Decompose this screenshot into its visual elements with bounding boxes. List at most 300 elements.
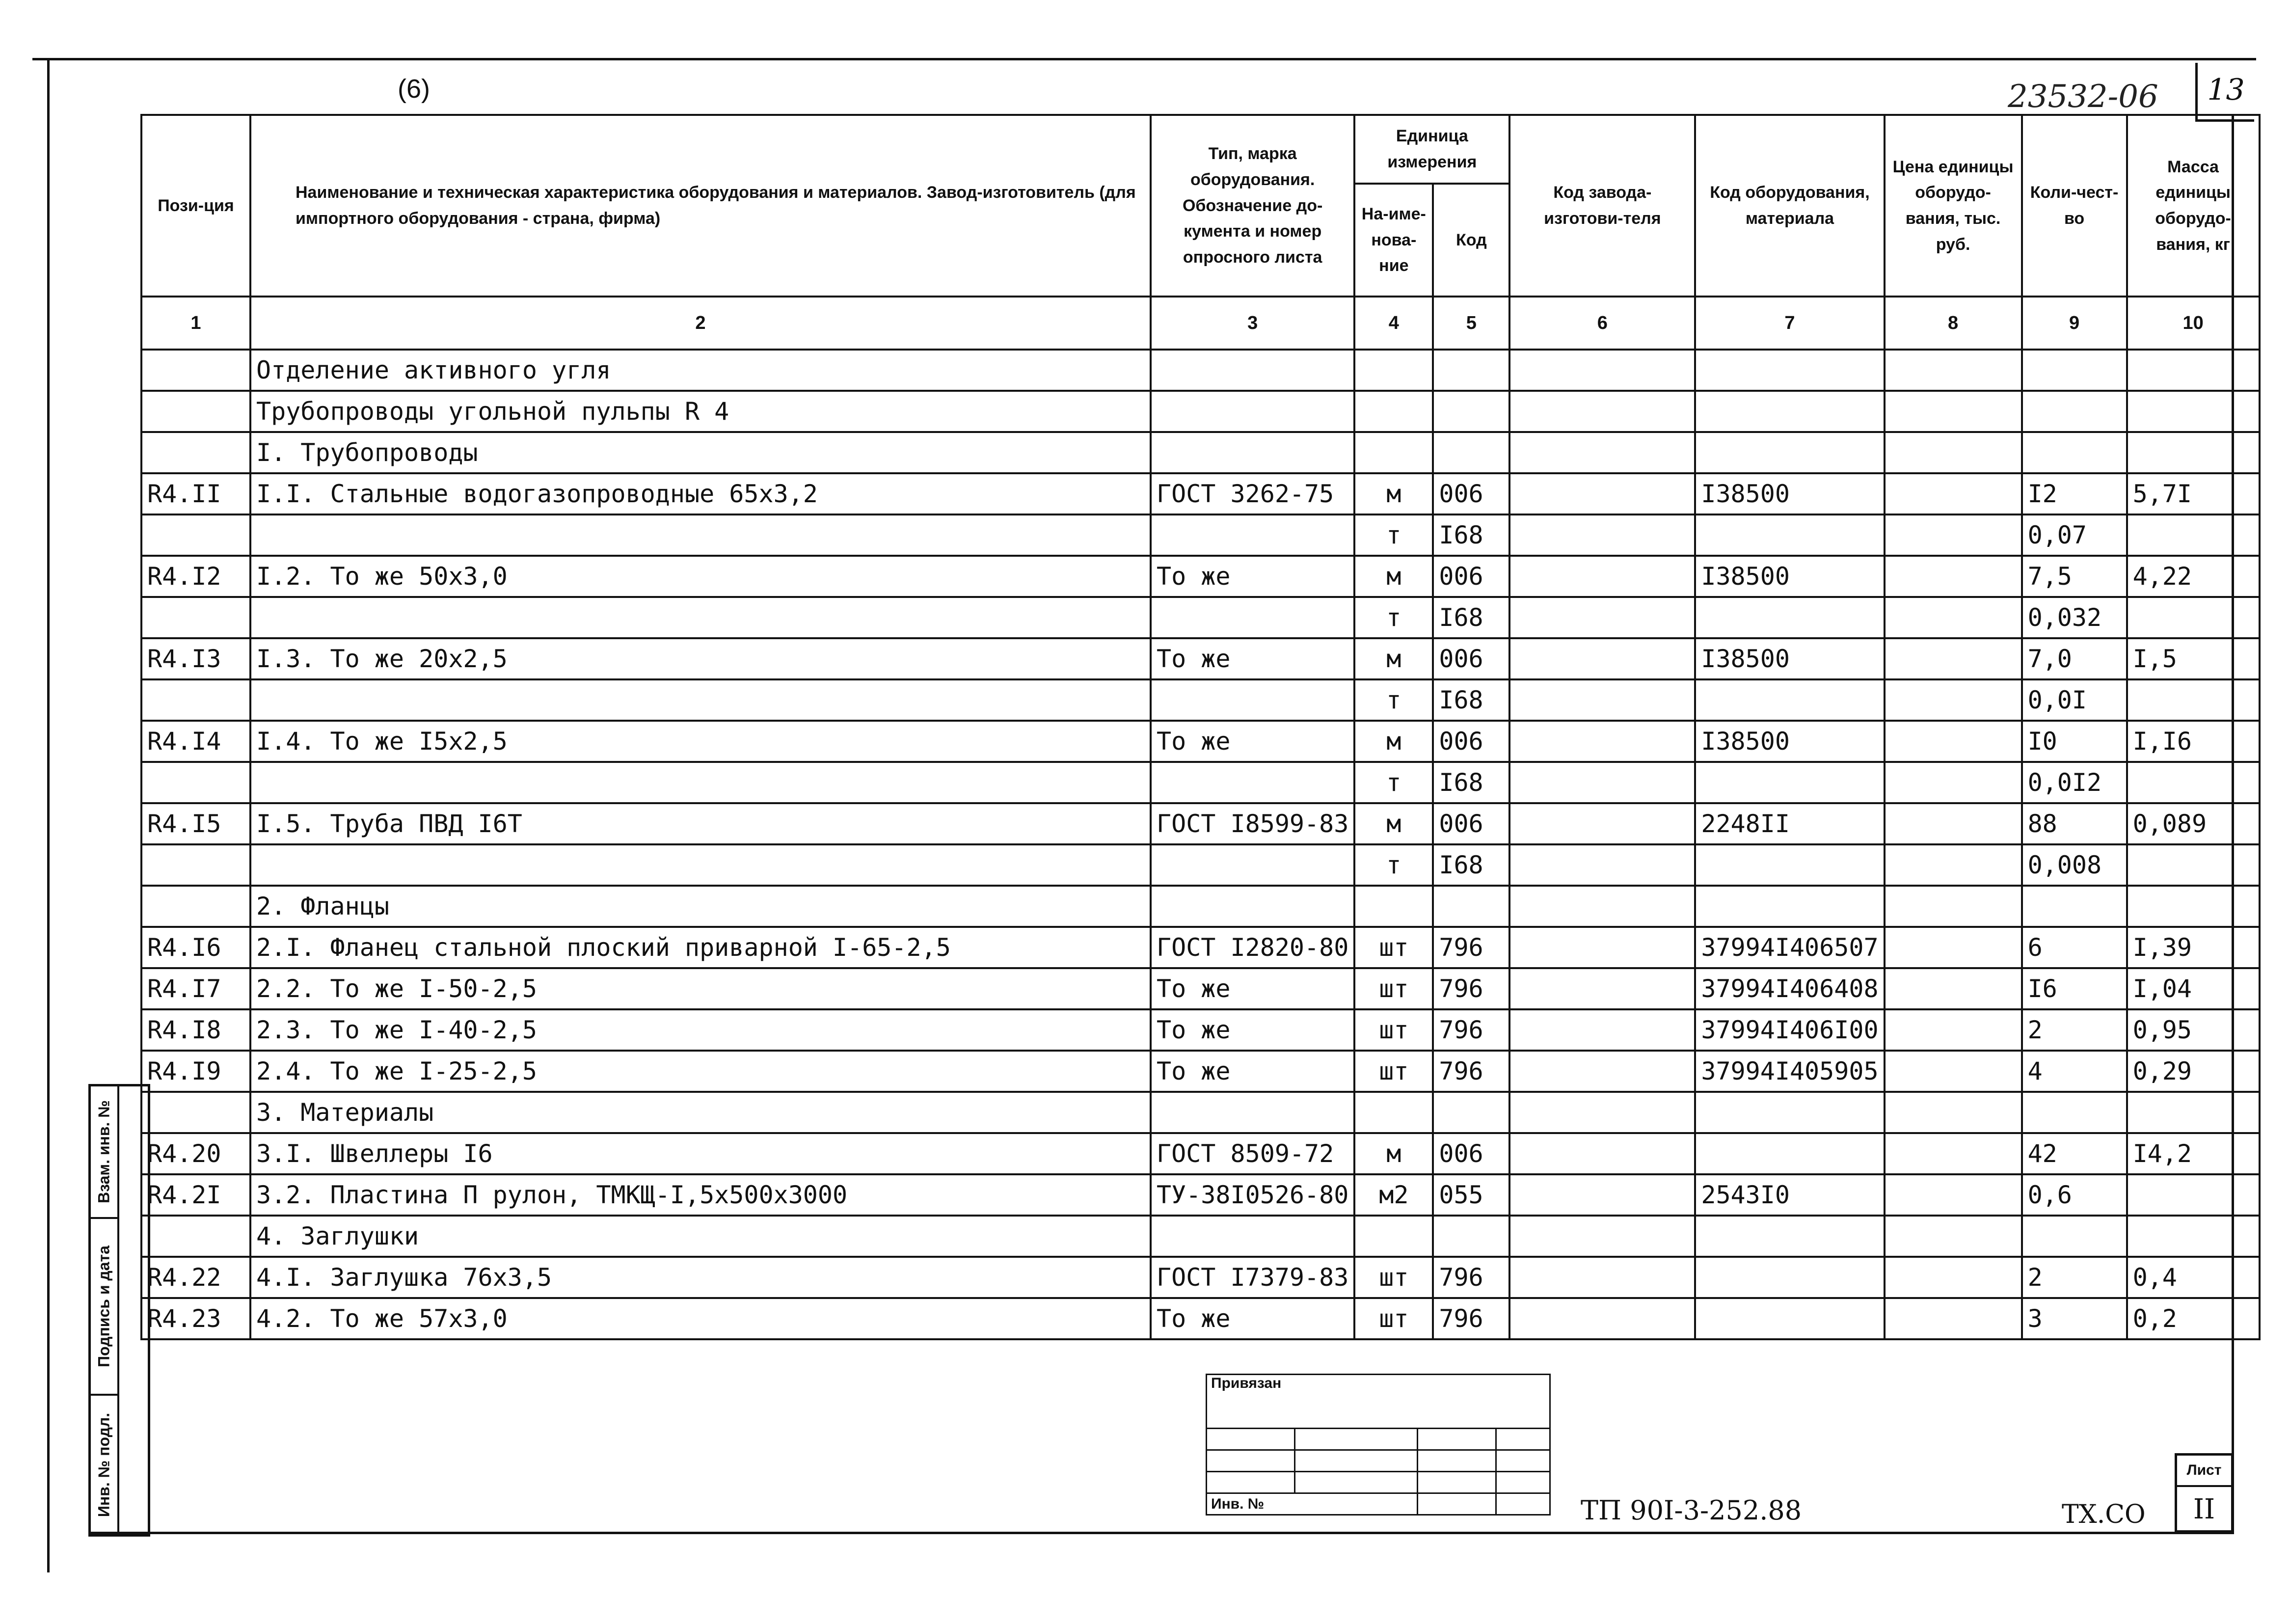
mass-cell (2127, 762, 2260, 803)
unit-cell: шт (1354, 1051, 1433, 1092)
type-cell (1151, 391, 1354, 432)
position-cell: R4.22 (141, 1257, 250, 1298)
position-cell: R4.I6 (141, 927, 250, 968)
type-cell: ТУ-38I0526-80 (1151, 1174, 1354, 1216)
stamp-cell (1496, 1450, 1550, 1472)
name-cell: I.4. То же I5x2,5 (250, 721, 1151, 762)
price-cell (1885, 1133, 2022, 1174)
price-cell (1885, 1298, 2022, 1339)
stamp-cell (1295, 1429, 1418, 1450)
stamp-cell (1207, 1450, 1295, 1472)
material-code-cell: I38500 (1695, 638, 1884, 679)
material-code-cell (1695, 1257, 1884, 1298)
plant-code-cell (1509, 1174, 1695, 1216)
position-cell: R4.I8 (141, 1009, 250, 1051)
unit-code-cell (1433, 391, 1509, 432)
mass-cell (2127, 1174, 2260, 1216)
unit-cell: шт (1354, 968, 1433, 1009)
name-cell: 3.2. Пластина П рулон, ТМКЩ-I,5x500x3000 (250, 1174, 1151, 1216)
name-cell (250, 679, 1151, 721)
col-number: 6 (1509, 297, 1695, 350)
col-number: 4 (1354, 297, 1433, 350)
position-cell (141, 679, 250, 721)
quantity-cell: I2 (2022, 473, 2127, 514)
unit-cell: т (1354, 679, 1433, 721)
name-cell: 3.I. Швеллеры I6 (250, 1133, 1151, 1174)
mass-cell: 0,95 (2127, 1009, 2260, 1051)
quantity-cell: 7,0 (2022, 638, 2127, 679)
table-row (141, 1257, 2260, 1298)
sheet-label: Лист (2177, 1456, 2231, 1487)
unit-cell: м (1354, 556, 1433, 597)
table-row (141, 432, 2260, 473)
price-cell (1885, 556, 2022, 597)
type-cell: ГОСТ I7379-83 (1151, 1257, 1354, 1298)
quantity-cell: 0,6 (2022, 1174, 2127, 1216)
unit-cell: м (1354, 473, 1433, 514)
material-code-cell (1695, 1216, 1884, 1257)
unit-code-cell (1433, 432, 1509, 473)
col-number: 10 (2127, 297, 2260, 350)
quantity-cell: 42 (2022, 1133, 2127, 1174)
type-cell (1151, 514, 1354, 556)
material-code-cell: 2543I0 (1695, 1174, 1884, 1216)
stamp-cell (1496, 1493, 1550, 1515)
stamp-cell (1207, 1429, 1295, 1450)
inv-no-podl-label: Инв. № подл. (95, 1412, 113, 1517)
unit-cell (1354, 391, 1433, 432)
material-code-cell (1695, 1133, 1884, 1174)
table-row (141, 391, 2260, 432)
side-stamp (88, 1084, 150, 1537)
plant-code-cell (1509, 803, 1695, 844)
col-number: 9 (2022, 297, 2127, 350)
price-cell (1885, 679, 2022, 721)
table-row (141, 638, 2260, 679)
plant-code-cell (1509, 968, 1695, 1009)
name-cell: I. Трубопроводы (250, 432, 1151, 473)
quantity-cell: 2 (2022, 1257, 2127, 1298)
name-cell: I.5. Труба ПВД I6T (250, 803, 1151, 844)
inv-no-label: Инв. № (1207, 1493, 1418, 1515)
sheet-value: II (2193, 1493, 2215, 1525)
quantity-cell (2022, 391, 2127, 432)
type-cell (1151, 350, 1354, 391)
unit-code-cell (1433, 350, 1509, 391)
unit-code-cell: 796 (1433, 1009, 1509, 1051)
position-cell: R4.I3 (141, 638, 250, 679)
unit-cell: м2 (1354, 1174, 1433, 1216)
unit-cell: м (1354, 803, 1433, 844)
material-code-cell (1695, 391, 1884, 432)
unit-code-cell: I68 (1433, 844, 1509, 886)
plant-code-cell (1509, 391, 1695, 432)
quantity-cell (2022, 1216, 2127, 1257)
name-cell (250, 514, 1151, 556)
table-row (141, 597, 2260, 638)
price-cell (1885, 638, 2022, 679)
mass-cell: 0,089 (2127, 803, 2260, 844)
document-code: ТП 90I-3-252.88 (1581, 1495, 1802, 1526)
plant-code-cell (1509, 432, 1695, 473)
plant-code-cell (1509, 721, 1695, 762)
mass-cell (2127, 514, 2260, 556)
stamp-cell (1207, 1472, 1295, 1493)
price-cell (1885, 350, 2022, 391)
col-number: 5 (1433, 297, 1509, 350)
plant-code-cell (1509, 886, 1695, 927)
type-cell: То же (1151, 638, 1354, 679)
unit-code-cell: 006 (1433, 556, 1509, 597)
col-quantity-header: Коли-чест-во (2022, 115, 2127, 297)
type-cell: То же (1151, 968, 1354, 1009)
quantity-cell: 0,008 (2022, 844, 2127, 886)
type-cell (1151, 1216, 1354, 1257)
material-code-cell: 37994I406408 (1695, 968, 1884, 1009)
col-number: 1 (141, 297, 250, 350)
quantity-cell: 0,032 (2022, 597, 2127, 638)
material-code-cell: I38500 (1695, 556, 1884, 597)
col-plant-code-header: Код завода-изготови-теля (1509, 115, 1695, 297)
quantity-cell: 4 (2022, 1051, 2127, 1092)
unit-code-cell: I68 (1433, 597, 1509, 638)
name-cell: Отделение активного угля (250, 350, 1151, 391)
sheet-box (2175, 1453, 2234, 1533)
price-cell (1885, 432, 2022, 473)
price-cell (1885, 886, 2022, 927)
name-cell: I.3. То же 20x2,5 (250, 638, 1151, 679)
col-number: 7 (1695, 297, 1884, 350)
mass-cell: I,39 (2127, 927, 2260, 968)
table-row (141, 927, 2260, 968)
position-cell: R4.II (141, 473, 250, 514)
table-row (141, 350, 2260, 391)
unit-cell: шт (1354, 1257, 1433, 1298)
price-cell (1885, 721, 2022, 762)
stamp-cell (1418, 1472, 1496, 1493)
unit-cell: т (1354, 762, 1433, 803)
quantity-cell: 0,0I2 (2022, 762, 2127, 803)
name-cell: 4.I. Заглушка 76x3,5 (250, 1257, 1151, 1298)
unit-code-cell: I68 (1433, 762, 1509, 803)
unit-cell: т (1354, 844, 1433, 886)
podpis-data-label: Подпись и дата (95, 1245, 113, 1367)
table-body (141, 350, 2260, 1339)
position-cell (141, 1092, 250, 1133)
binding-stamp (1206, 1374, 1551, 1516)
quantity-cell: 7,5 (2022, 556, 2127, 597)
col-price-header: Цена единицы оборудо-вания, тыс. руб. (1885, 115, 2022, 297)
material-code-cell: 2248II (1695, 803, 1884, 844)
stamp-cell (1496, 1472, 1550, 1493)
header-row-1 (141, 115, 2260, 184)
plant-code-cell (1509, 514, 1695, 556)
type-cell (1151, 432, 1354, 473)
unit-cell: м (1354, 1133, 1433, 1174)
bottom-border (88, 1532, 2234, 1534)
position-cell (141, 432, 250, 473)
quantity-cell: 3 (2022, 1298, 2127, 1339)
plant-code-cell (1509, 556, 1695, 597)
mass-cell: 5,7I (2127, 473, 2260, 514)
quantity-cell: 6 (2022, 927, 2127, 968)
price-cell (1885, 1174, 2022, 1216)
unit-code-cell: 796 (1433, 1257, 1509, 1298)
position-cell: R4.23 (141, 1298, 250, 1339)
name-cell: 2.3. То же I-40-2,5 (250, 1009, 1151, 1051)
type-cell (1151, 844, 1354, 886)
plant-code-cell (1509, 844, 1695, 886)
position-cell (141, 762, 250, 803)
unit-code-cell: 006 (1433, 803, 1509, 844)
quantity-cell (2022, 1092, 2127, 1133)
name-cell: I.2. То же 50x3,0 (250, 556, 1151, 597)
unit-cell: шт (1354, 1298, 1433, 1339)
plant-code-cell (1509, 350, 1695, 391)
material-code-cell (1695, 514, 1884, 556)
unit-cell: т (1354, 597, 1433, 638)
unit-code-cell: 796 (1433, 1298, 1509, 1339)
price-cell (1885, 844, 2022, 886)
plant-code-cell (1509, 927, 1695, 968)
type-cell: То же (1151, 556, 1354, 597)
plant-code-cell (1509, 1298, 1695, 1339)
table-row (141, 968, 2260, 1009)
table-row (141, 1174, 2260, 1216)
name-cell: 2.4. То же I-25-2,5 (250, 1051, 1151, 1092)
price-cell (1885, 1051, 2022, 1092)
table-row (141, 514, 2260, 556)
position-cell: R4.I7 (141, 968, 250, 1009)
page-top-border (32, 58, 2256, 60)
unit-code-cell: I68 (1433, 514, 1509, 556)
table-row (141, 1009, 2260, 1051)
type-cell: ГОСТ I2820-80 (1151, 927, 1354, 968)
unit-cell: шт (1354, 1009, 1433, 1051)
type-cell (1151, 1092, 1354, 1133)
drawing-number: 23532-06 (2008, 79, 2158, 115)
price-cell (1885, 968, 2022, 1009)
mass-cell (2127, 432, 2260, 473)
name-cell: I.I. Стальные водогазопроводные 65x3,2 (250, 473, 1151, 514)
quantity-cell (2022, 432, 2127, 473)
unit-cell (1354, 1216, 1433, 1257)
type-cell (1151, 597, 1354, 638)
col-number: 2 (250, 297, 1151, 350)
vzam-inv-label: Взам. инв. № (95, 1100, 113, 1203)
position-cell (141, 391, 250, 432)
plant-code-cell (1509, 638, 1695, 679)
col-type-header: Тип, марка оборудования. Обозначение до-кумента и номер опросного листа (1151, 115, 1354, 297)
material-code-cell (1695, 432, 1884, 473)
material-code-cell: 37994I406I00 (1695, 1009, 1884, 1051)
position-cell: R4.I2 (141, 556, 250, 597)
price-cell (1885, 762, 2022, 803)
position-cell: R4.20 (141, 1133, 250, 1174)
document-mark: ТХ.СО (2062, 1500, 2146, 1529)
col-mass-header: Масса единицы оборудо-вания, кг (2127, 115, 2260, 297)
unit-code-cell: 006 (1433, 473, 1509, 514)
name-cell: 4. Заглушки (250, 1216, 1151, 1257)
stamp-cell (1295, 1450, 1418, 1472)
name-cell: 2.2. То же I-50-2,5 (250, 968, 1151, 1009)
type-cell: ГОСТ I8599-83 (1151, 803, 1354, 844)
plant-code-cell (1509, 1092, 1695, 1133)
table-row (141, 679, 2260, 721)
stamp-cell (1295, 1472, 1418, 1493)
position-cell (141, 886, 250, 927)
type-cell: ГОСТ 3262-75 (1151, 473, 1354, 514)
type-cell: То же (1151, 721, 1354, 762)
position-cell (141, 350, 250, 391)
material-code-cell (1695, 762, 1884, 803)
table-row (141, 721, 2260, 762)
position-cell: R4.I9 (141, 1051, 250, 1092)
position-cell: R4.I4 (141, 721, 250, 762)
quantity-cell (2022, 350, 2127, 391)
plant-code-cell (1509, 1216, 1695, 1257)
col-number: 3 (1151, 297, 1354, 350)
quantity-cell: 0,0I (2022, 679, 2127, 721)
quantity-cell (2022, 886, 2127, 927)
unit-cell: шт (1354, 927, 1433, 968)
table-row (141, 1298, 2260, 1339)
material-code-cell (1695, 1092, 1884, 1133)
type-cell: То же (1151, 1051, 1354, 1092)
unit-code-cell: 055 (1433, 1174, 1509, 1216)
type-cell: ГОСТ 8509-72 (1151, 1133, 1354, 1174)
material-code-cell: I38500 (1695, 473, 1884, 514)
table-row (141, 844, 2260, 886)
mass-cell: 0,4 (2127, 1257, 2260, 1298)
plant-code-cell (1509, 762, 1695, 803)
name-cell (250, 844, 1151, 886)
unit-code-cell: 006 (1433, 1133, 1509, 1174)
stamp-cell (1496, 1429, 1550, 1450)
position-cell (141, 514, 250, 556)
price-cell (1885, 473, 2022, 514)
mass-cell: 4,22 (2127, 556, 2260, 597)
quantity-cell: 2 (2022, 1009, 2127, 1051)
col-material-code-header: Код оборудования, материала (1695, 115, 1884, 297)
price-cell (1885, 927, 2022, 968)
table-row (141, 762, 2260, 803)
mass-cell: I,I6 (2127, 721, 2260, 762)
name-cell: 2. Фланцы (250, 886, 1151, 927)
col-position-header: Пози-ция (141, 115, 250, 297)
material-code-cell: 37994I405905 (1695, 1051, 1884, 1092)
mass-cell: I4,2 (2127, 1133, 2260, 1174)
plant-code-cell (1509, 597, 1695, 638)
plant-code-cell (1509, 473, 1695, 514)
mass-cell (2127, 679, 2260, 721)
type-cell (1151, 679, 1354, 721)
mass-cell: I,5 (2127, 638, 2260, 679)
table-row (141, 1216, 2260, 1257)
quantity-cell: 0,07 (2022, 514, 2127, 556)
position-cell: R4.I5 (141, 803, 250, 844)
name-cell (250, 762, 1151, 803)
table-row (141, 1092, 2260, 1133)
material-code-cell: I38500 (1695, 721, 1884, 762)
unit-code-cell: 006 (1433, 721, 1509, 762)
stamp-cell (1418, 1429, 1496, 1450)
unit-cell (1354, 350, 1433, 391)
position-cell (141, 844, 250, 886)
stamp-cell (1418, 1493, 1496, 1515)
side-cell-inv (91, 1396, 119, 1534)
unit-code-cell: 796 (1433, 927, 1509, 968)
table-row (141, 886, 2260, 927)
privyazan-label: Привязан (1207, 1375, 1550, 1429)
stamp-cell (1418, 1450, 1496, 1472)
price-cell (1885, 514, 2022, 556)
price-cell (1885, 803, 2022, 844)
right-border (2232, 114, 2234, 1534)
name-cell: Трубопроводы угольной пульпы R 4 (250, 391, 1151, 432)
column-number-row (141, 297, 2260, 350)
material-code-cell (1695, 844, 1884, 886)
side-cell-podpis (91, 1219, 119, 1396)
material-code-cell (1695, 886, 1884, 927)
material-code-cell (1695, 1298, 1884, 1339)
table-row (141, 803, 2260, 844)
top-note: (6) (398, 74, 430, 104)
plant-code-cell (1509, 1257, 1695, 1298)
mass-cell: 0,29 (2127, 1051, 2260, 1092)
mass-cell: 0,2 (2127, 1298, 2260, 1339)
side-cell-vzam (91, 1086, 119, 1219)
mass-cell: I,04 (2127, 968, 2260, 1009)
table-row (141, 1051, 2260, 1092)
page-left-border (47, 60, 50, 1572)
unit-code-cell: I68 (1433, 679, 1509, 721)
mass-cell (2127, 1092, 2260, 1133)
table-row (141, 473, 2260, 514)
name-cell: 3. Материалы (250, 1092, 1151, 1133)
col-unit-code-header: Код (1433, 184, 1509, 297)
col-name-header: Наименование и техническая характеристика оборудования и материалов. Завод-изготовитель (для импортного оборудования - страна, фирма) (250, 115, 1151, 297)
type-cell: То же (1151, 1009, 1354, 1051)
unit-cell: м (1354, 638, 1433, 679)
specification-table (140, 114, 2261, 1340)
position-cell (141, 597, 250, 638)
quantity-cell: I6 (2022, 968, 2127, 1009)
price-cell (1885, 1092, 2022, 1133)
unit-code-cell (1433, 886, 1509, 927)
material-code-cell: 37994I406507 (1695, 927, 1884, 968)
unit-cell: т (1354, 514, 1433, 556)
unit-code-cell (1433, 1216, 1509, 1257)
unit-cell (1354, 886, 1433, 927)
mass-cell (2127, 597, 2260, 638)
name-cell: 2.I. Фланец стальной плоский приварной I-65-2,5 (250, 927, 1151, 968)
table-row (141, 1133, 2260, 1174)
table-row (141, 556, 2260, 597)
price-cell (1885, 597, 2022, 638)
plant-code-cell (1509, 1009, 1695, 1051)
type-cell (1151, 762, 1354, 803)
type-cell (1151, 886, 1354, 927)
plant-code-cell (1509, 679, 1695, 721)
sheet-number-top: 13 (2195, 63, 2254, 122)
position-cell (141, 1216, 250, 1257)
type-cell: То же (1151, 1298, 1354, 1339)
col-unit-group-header: Единица измерения (1354, 115, 1509, 184)
quantity-cell: 88 (2022, 803, 2127, 844)
quantity-cell: I0 (2022, 721, 2127, 762)
unit-cell (1354, 1092, 1433, 1133)
